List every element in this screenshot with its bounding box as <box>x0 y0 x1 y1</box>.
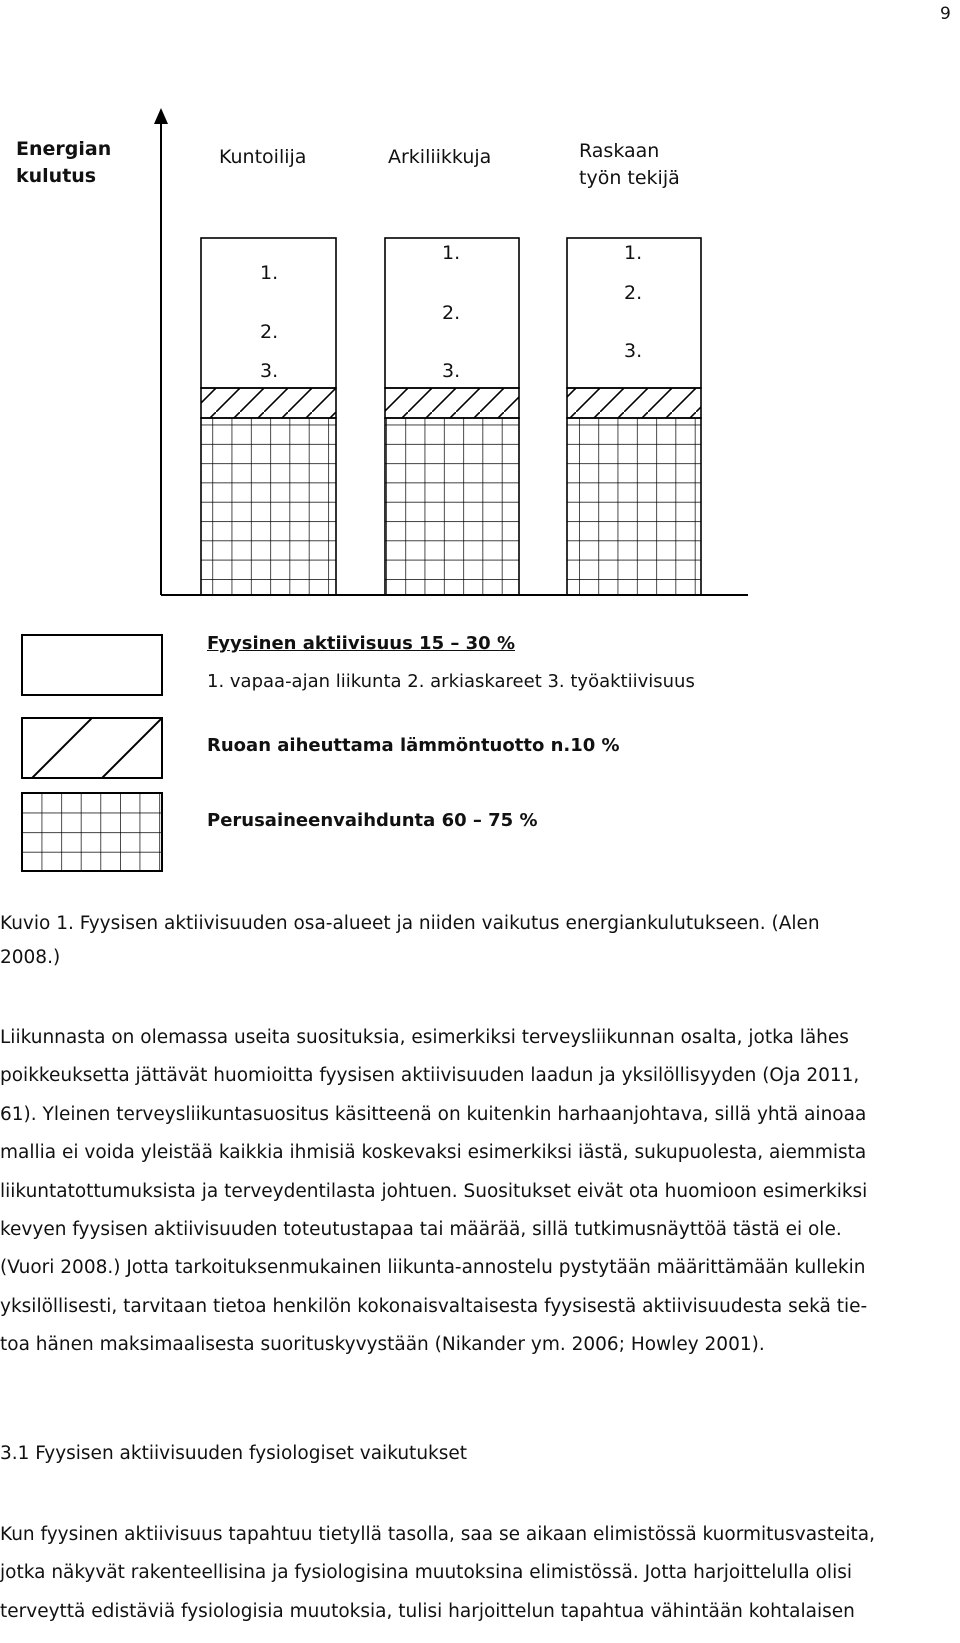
bar1-item-1: 1. <box>260 262 279 284</box>
paragraph-line: yksilöllisesti, tarvitaan tietoa henkilön kokonaisvaltaisesta fyysisestä aktiivisuudesta sekä tie- <box>0 1295 868 1317</box>
bar-kuntoilija <box>201 238 336 595</box>
caption-line: Kuvio 1. Fyysisen aktiivisuuden osa-alueet ja niiden vaikutus energiankulutukseen. (Alen <box>0 913 820 934</box>
bar-arkiliikkuja <box>385 238 519 595</box>
column-title-line: työn tekijä <box>579 167 680 189</box>
paragraph-line: kevyen fyysisen aktiivisuuden toteutustapaa tai määrää, sillä tutkimusnäyttöä tästä ei ole. <box>0 1219 842 1241</box>
legend-title-basal-metabolism: Perusaineenvaihdunta 60 – 75 % <box>207 810 538 831</box>
paragraph-line: mallia ei voida yleistää kaikkia ihmisiä koskevaksi esimerkiksi iästä, sukupuolesta, aiemmista <box>0 1142 867 1164</box>
bar1-item-2: 2. <box>260 321 279 343</box>
bar3-item-1: 1. <box>624 242 643 264</box>
column-title-arkiliikkuja: Arkiliikkuja <box>388 146 492 168</box>
caption-line: 2008.) <box>0 947 61 969</box>
bar2-item-3: 3. <box>442 360 461 382</box>
legend-box-food-heat <box>22 718 162 778</box>
y-axis-label-line: Energian <box>16 138 112 160</box>
page-number: 9 <box>940 4 951 24</box>
bar2-item-1: 1. <box>442 242 461 264</box>
paragraph-line: poikkeuksetta jättävät huomioitta fyysisen aktiivisuuden laadun ja yksilöllisyyden (Oja 2011, <box>0 1065 860 1087</box>
bar2-item-2: 2. <box>442 302 461 324</box>
paragraph-line: terveyttä edistäviä fysiologisia muutoksia, tulisi harjoittelun tapahtua vähintään kohtalaisen <box>0 1600 855 1622</box>
paragraph-line: liikuntatottumuksista ja terveydentilasta johtuen. Suositukset eivät ota huomioon esimerkiksi <box>0 1180 868 1202</box>
legend-box-activity <box>22 635 162 695</box>
food-heat-segment <box>201 388 336 418</box>
legend-title-food-heat: Ruoan aiheuttama lämmöntuotto n.10 % <box>207 735 620 756</box>
paragraph-line: toa hänen maksimaalisesta suorituskyvystään (Nikander ym. 2006; Howley 2001). <box>0 1334 765 1356</box>
legend-detail-activity: 1. vapaa-ajan liikunta 2. arkiaskareet 3. työaktiivisuus <box>207 671 695 692</box>
basal-metabolism-segment <box>201 418 336 595</box>
paragraph-line: Kun fyysinen aktiivisuus tapahtuu tietyllä tasolla, saa se aikaan elimistössä kuormitusvasteita, <box>0 1524 875 1545</box>
axis-arrow-icon <box>154 108 168 124</box>
basal-metabolism-segment <box>385 418 519 595</box>
column-title-line: Raskaan <box>579 140 660 162</box>
bar3-item-3: 3. <box>624 340 643 362</box>
y-axis-label-line: kulutus <box>16 165 97 187</box>
paragraph-line: (Vuori 2008.) Jotta tarkoituksenmukainen liikunta-annostelu pystytään määrittämään kullekin <box>0 1257 866 1279</box>
bar3-item-2: 2. <box>624 282 643 304</box>
paragraph-line: Liikunnasta on olemassa useita suosituksia, esimerkiksi terveysliikunnan osalta, jotka lähes <box>0 1027 849 1048</box>
paragraph-line: jotka näkyvät rakenteellisina ja fysiologisina muutoksina elimistössä. Jotta harjoittelulla olisi <box>0 1562 852 1584</box>
paragraph-2 <box>0 1516 940 1631</box>
y-axis <box>154 108 168 595</box>
food-heat-segment <box>385 388 519 418</box>
basal-metabolism-segment <box>567 418 701 595</box>
section-heading: 3.1 Fyysisen aktiivisuuden fysiologiset vaikutukset <box>0 1443 468 1464</box>
paragraph-line: 61). Yleinen terveysliikuntasuositus käsitteenä on kuitenkin harhaanjohtava, sillä yhtä ainoaa <box>0 1103 867 1125</box>
legend-title-activity: Fyysinen aktiivisuus 15 – 30 % <box>207 633 515 654</box>
y-axis-label <box>16 136 111 190</box>
legend-box-basal-metabolism <box>22 793 162 871</box>
column-title-kuntoilija: Kuntoilija <box>219 146 307 168</box>
figure-caption <box>0 905 930 978</box>
paragraph-1 <box>0 1019 940 1365</box>
bar1-item-3: 3. <box>260 360 279 382</box>
column-title-raskaan-tyon-tekija <box>579 138 680 192</box>
food-heat-segment <box>567 388 701 418</box>
